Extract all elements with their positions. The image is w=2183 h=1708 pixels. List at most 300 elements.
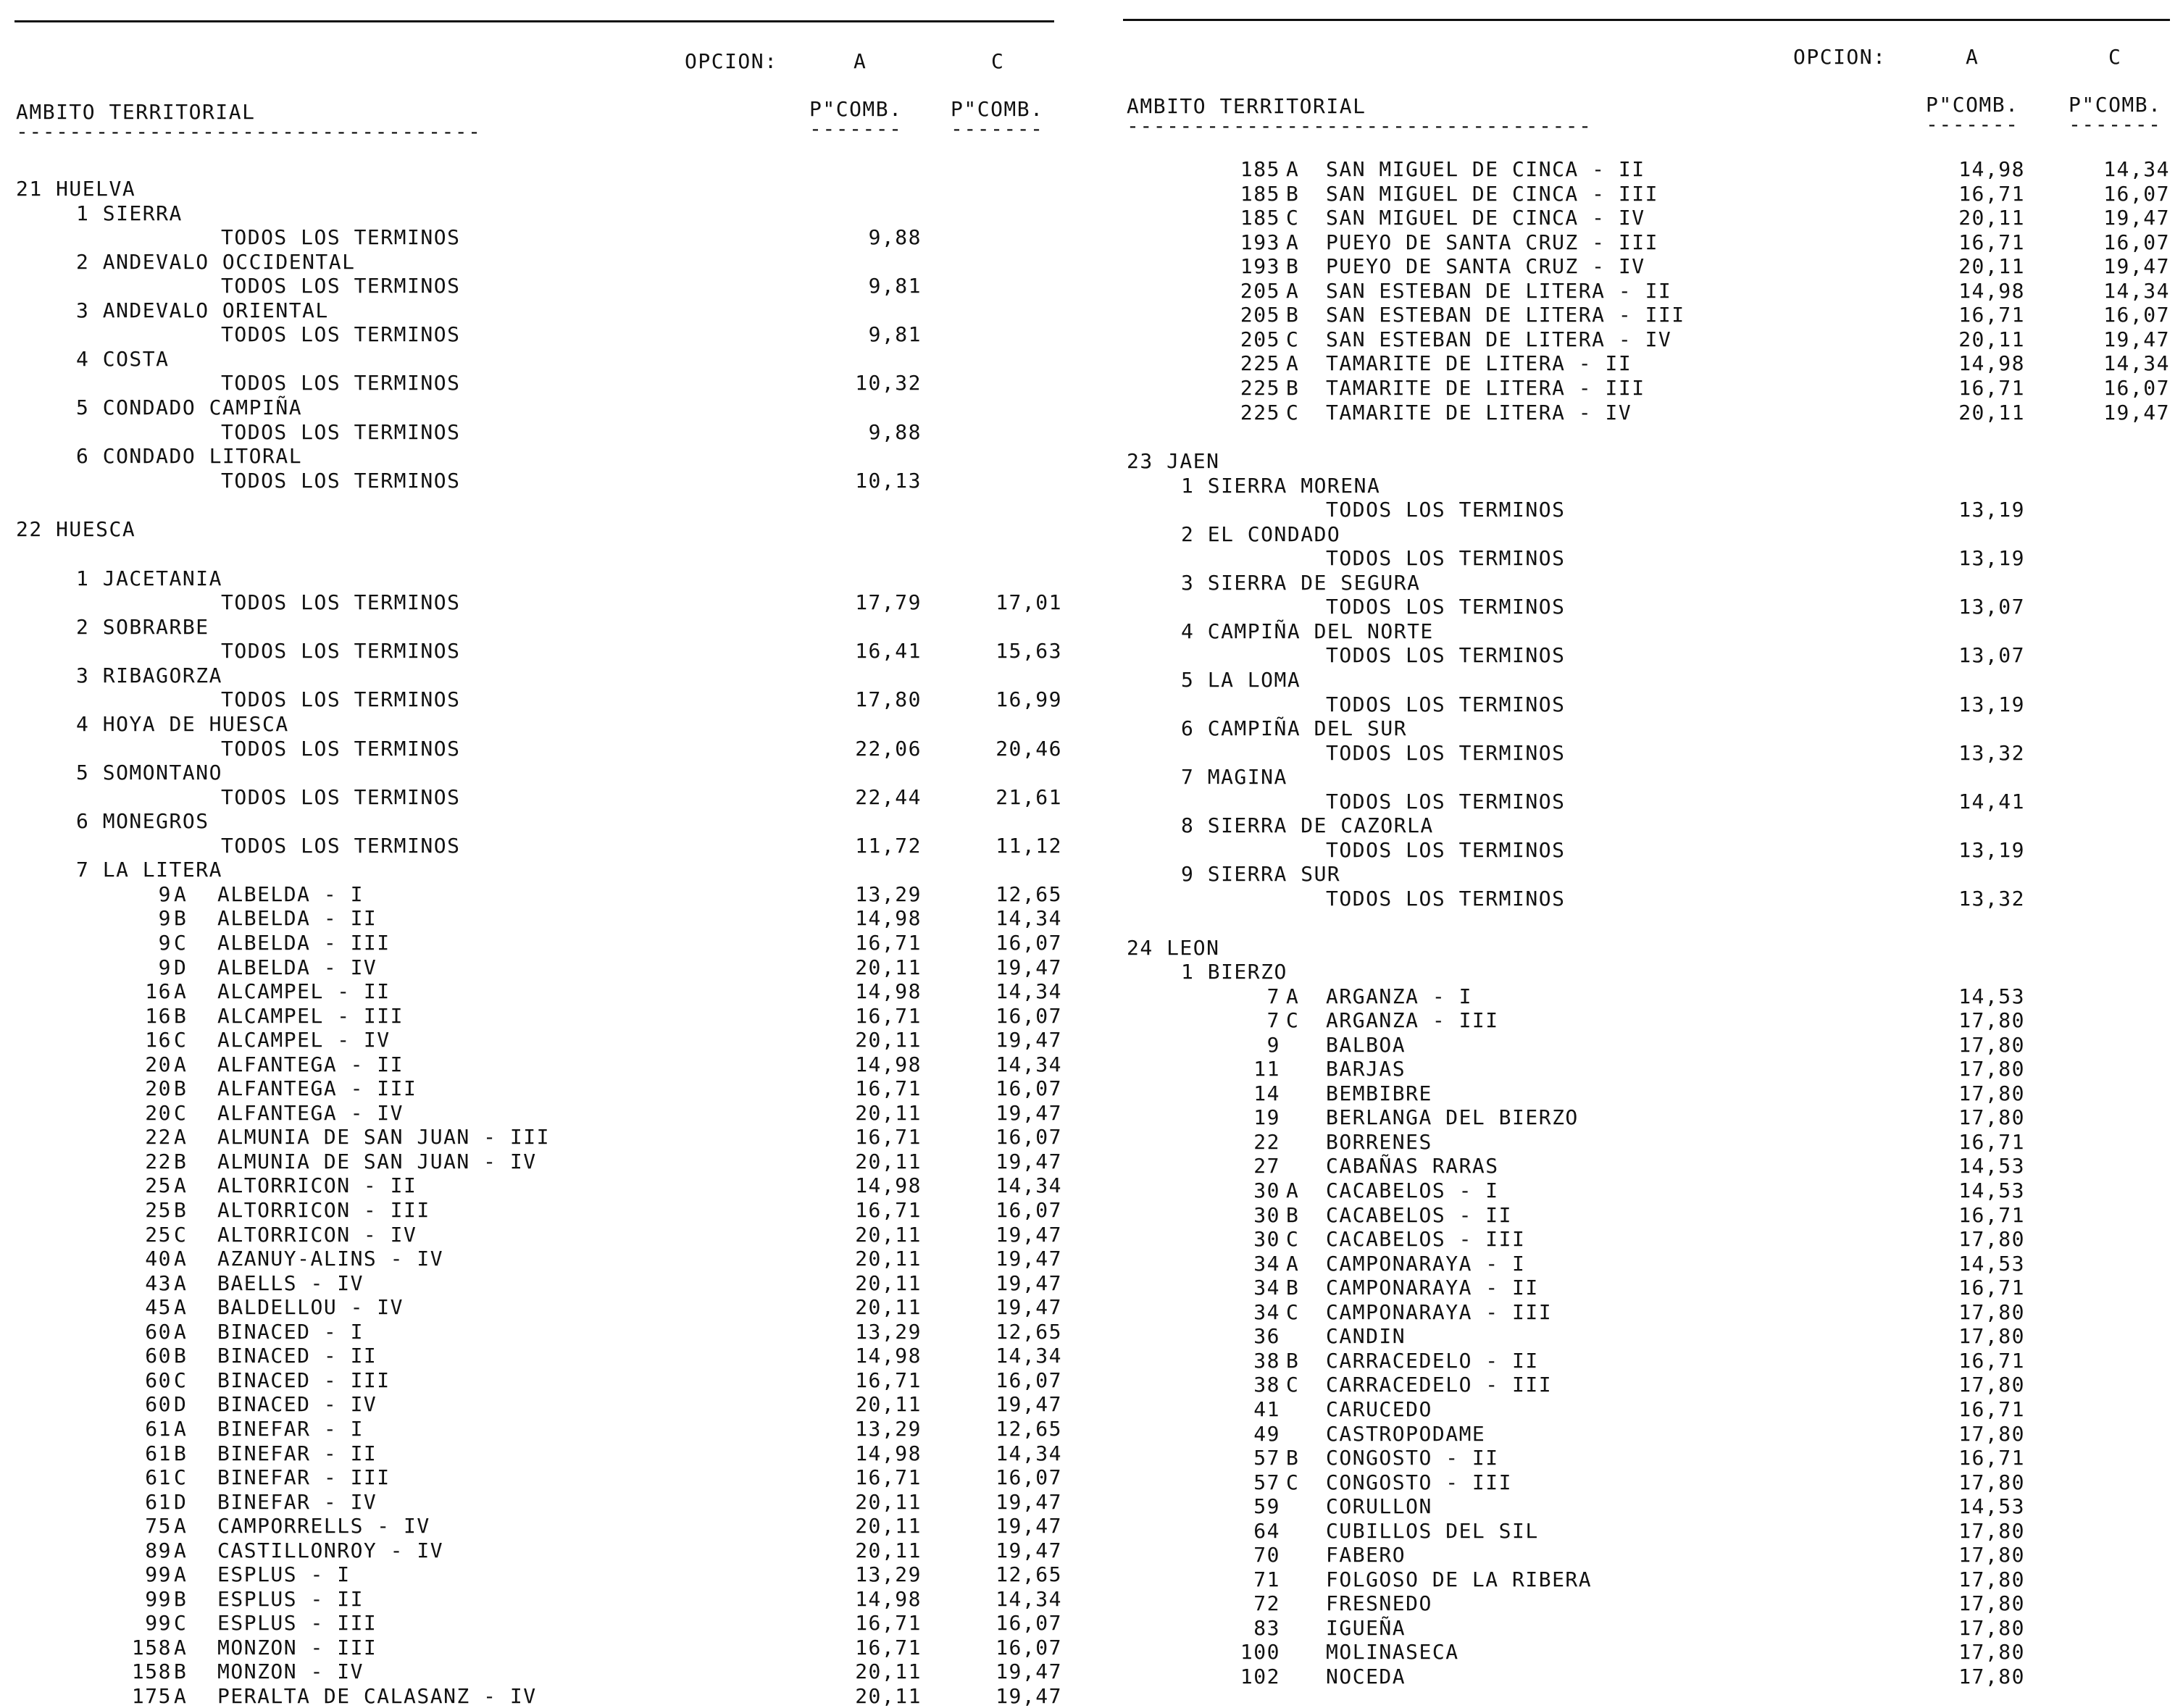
term-sub: A bbox=[174, 1684, 188, 1708]
all-terms-label: TODOS LOS TERMINOS bbox=[1326, 498, 1566, 522]
term-name: ALCAMPEL - II bbox=[217, 979, 391, 1004]
top-rule bbox=[1123, 19, 2170, 21]
value-c: 19,47 bbox=[996, 1270, 1062, 1295]
all-terms-label: TODOS LOS TERMINOS bbox=[221, 784, 461, 809]
value-a: 16,71 bbox=[1958, 1397, 2025, 1421]
term-sub: B bbox=[174, 1076, 188, 1101]
value-c: 12,65 bbox=[996, 882, 1062, 906]
term-sub: C bbox=[1286, 1299, 1300, 1324]
zone-label: 1 SIERRA bbox=[76, 201, 183, 225]
term-number: 64 bbox=[1253, 1518, 1280, 1543]
term-sub: B bbox=[174, 1344, 188, 1368]
term-sub: A bbox=[174, 1052, 188, 1076]
term-number: 89 bbox=[145, 1538, 172, 1562]
term-number: 16 bbox=[145, 1028, 172, 1052]
pcomb-a-label: P"COMB. bbox=[1926, 93, 2019, 117]
value-a: 16,71 bbox=[855, 1198, 922, 1222]
all-terms-label: TODOS LOS TERMINOS bbox=[221, 687, 461, 712]
term-name: SAN ESTEBAN DE LITERA - IV bbox=[1326, 327, 1672, 351]
value-a: 17,80 bbox=[1958, 1057, 2025, 1081]
option-a-label: A bbox=[853, 49, 867, 73]
term-number: 19 bbox=[1253, 1105, 1280, 1130]
value-a: 14,98 bbox=[855, 1052, 922, 1076]
province-label: 23 JAEN bbox=[1127, 449, 1220, 474]
term-number: 57 bbox=[1253, 1446, 1280, 1470]
value-a: 13,32 bbox=[1958, 740, 2025, 765]
term-name: ALMUNIA DE SAN JUAN - III bbox=[217, 1125, 550, 1150]
all-terms-label: TODOS LOS TERMINOS bbox=[221, 639, 461, 663]
value-a: 14,98 bbox=[855, 979, 922, 1004]
term-number: 205 bbox=[1240, 278, 1280, 303]
term-number: 43 bbox=[145, 1270, 172, 1295]
term-sub: A bbox=[1286, 1251, 1300, 1276]
term-number: 22 bbox=[1253, 1129, 1280, 1154]
term-sub: A bbox=[1286, 278, 1300, 303]
value-c: 19,47 bbox=[2103, 206, 2170, 230]
term-sub: B bbox=[174, 1198, 188, 1222]
term-number: 9 bbox=[158, 955, 172, 979]
province-label: 24 LEON bbox=[1127, 935, 1220, 960]
term-name: ARGANZA - III bbox=[1326, 1008, 1499, 1033]
term-sub: B bbox=[174, 1441, 188, 1465]
term-number: 60 bbox=[145, 1344, 172, 1368]
value-a: 17,80 bbox=[855, 687, 922, 712]
value-a: 17,80 bbox=[1958, 1105, 2025, 1130]
value-a: 14,98 bbox=[855, 1173, 922, 1198]
value-a: 16,71 bbox=[855, 1076, 922, 1101]
value-a: 13,19 bbox=[1958, 498, 2025, 522]
value-c: 19,47 bbox=[996, 1222, 1062, 1247]
value-a: 20,11 bbox=[855, 1489, 922, 1514]
value-a: 20,11 bbox=[855, 1100, 922, 1125]
value-a: 17,80 bbox=[1958, 1591, 2025, 1616]
term-number: 7 bbox=[1266, 1008, 1280, 1033]
all-terms-label: TODOS LOS TERMINOS bbox=[1326, 546, 1566, 571]
term-number: 11 bbox=[1253, 1057, 1280, 1081]
term-number: 7 bbox=[1266, 984, 1280, 1008]
value-a: 16,71 bbox=[1958, 1446, 2025, 1470]
value-c: 19,47 bbox=[2103, 400, 2170, 424]
term-number: 20 bbox=[145, 1100, 172, 1125]
value-c: 14,34 bbox=[996, 1344, 1062, 1368]
term-name: ALFANTEGA - III bbox=[217, 1076, 417, 1101]
all-terms-label: TODOS LOS TERMINOS bbox=[1326, 692, 1566, 716]
value-a: 20,11 bbox=[855, 1684, 922, 1708]
term-number: 175 bbox=[131, 1684, 172, 1708]
term-number: 49 bbox=[1253, 1421, 1280, 1446]
term-name: NOCEDA bbox=[1326, 1665, 1406, 1688]
term-sub: C bbox=[1286, 1470, 1300, 1494]
term-name: ESPLUS - III bbox=[217, 1611, 377, 1636]
value-c: 14,34 bbox=[996, 1173, 1062, 1198]
zone-label: 6 CONDADO LITORAL bbox=[76, 444, 303, 469]
term-sub: B bbox=[174, 1149, 188, 1173]
term-number: 185 bbox=[1240, 181, 1280, 206]
value-a: 10,32 bbox=[855, 371, 922, 395]
value-a: 14,53 bbox=[1958, 1494, 2025, 1519]
term-sub: A bbox=[1286, 1179, 1300, 1202]
term-name: ALMUNIA DE SAN JUAN - IV bbox=[217, 1149, 537, 1173]
term-sub: C bbox=[1286, 327, 1300, 351]
value-a: 20,11 bbox=[1958, 400, 2025, 424]
value-c: 16,07 bbox=[996, 1125, 1062, 1150]
pcomb-c-label: P"COMB. bbox=[2069, 93, 2162, 117]
value-a: 16,71 bbox=[855, 1003, 922, 1028]
term-sub: D bbox=[174, 1392, 188, 1417]
value-a: 17,80 bbox=[1958, 1032, 2025, 1057]
term-sub: C bbox=[1286, 1227, 1300, 1252]
term-sub: C bbox=[174, 1368, 188, 1392]
value-a: 14,98 bbox=[855, 1441, 922, 1465]
value-c: 14,34 bbox=[2103, 278, 2170, 303]
term-sub: A bbox=[174, 1247, 188, 1271]
value-c: 19,47 bbox=[996, 1295, 1062, 1320]
value-a: 14,98 bbox=[1958, 351, 2025, 376]
value-c: 19,47 bbox=[996, 1028, 1062, 1052]
term-sub: A bbox=[174, 882, 188, 906]
pcomb-c-underline: ------- bbox=[951, 117, 1044, 141]
zone-label: 2 EL CONDADO bbox=[1181, 522, 1341, 546]
value-c: 17,01 bbox=[996, 590, 1062, 615]
term-name: FOLGOSO DE LA RIBERA bbox=[1326, 1567, 1593, 1591]
value-c: 19,47 bbox=[996, 1514, 1062, 1539]
value-c: 19,47 bbox=[2103, 254, 2170, 279]
term-number: 16 bbox=[145, 1003, 172, 1028]
term-number: 99 bbox=[145, 1611, 172, 1636]
value-a: 17,80 bbox=[1958, 1299, 2025, 1324]
zone-label: 3 RIBAGORZA bbox=[76, 663, 222, 687]
all-terms-label: TODOS LOS TERMINOS bbox=[221, 371, 461, 395]
term-name: ALBELDA - III bbox=[217, 930, 391, 955]
term-name: ALFANTEGA - II bbox=[217, 1052, 404, 1076]
value-a: 20,11 bbox=[1958, 206, 2025, 230]
value-a: 16,71 bbox=[1958, 1276, 2025, 1300]
value-a: 22,06 bbox=[855, 736, 922, 761]
term-number: 99 bbox=[145, 1562, 172, 1587]
term-number: 57 bbox=[1253, 1470, 1280, 1494]
term-number: 61 bbox=[145, 1465, 172, 1490]
term-name: TAMARITE DE LITERA - IV bbox=[1326, 400, 1632, 424]
term-name: CONGOSTO - III bbox=[1326, 1470, 1513, 1494]
zone-label: 3 ANDEVALO ORIENTAL bbox=[76, 298, 329, 322]
term-name: CASTROPODAME bbox=[1326, 1421, 1486, 1446]
term-number: 16 bbox=[145, 979, 172, 1004]
term-number: 70 bbox=[1253, 1543, 1280, 1567]
term-number: 25 bbox=[145, 1173, 172, 1198]
term-number: 100 bbox=[1240, 1640, 1280, 1665]
term-number: 20 bbox=[145, 1076, 172, 1101]
all-terms-label: TODOS LOS TERMINOS bbox=[221, 736, 461, 761]
term-name: ESPLUS - I bbox=[217, 1562, 351, 1587]
term-name: FRESNEDO bbox=[1326, 1591, 1432, 1616]
pcomb-a-label: P"COMB. bbox=[809, 97, 903, 121]
term-number: 185 bbox=[1240, 157, 1280, 181]
value-c: 16,07 bbox=[996, 1076, 1062, 1101]
term-name: BINEFAR - III bbox=[217, 1465, 391, 1490]
value-c: 20,46 bbox=[996, 736, 1062, 761]
value-a: 20,11 bbox=[855, 1538, 922, 1562]
value-a: 14,41 bbox=[1958, 789, 2025, 813]
zone-label: 2 ANDEVALO OCCIDENTAL bbox=[76, 249, 356, 274]
value-a: 17,80 bbox=[1958, 1615, 2025, 1640]
value-c: 19,47 bbox=[996, 1659, 1062, 1684]
term-name: ALTORRICON - III bbox=[217, 1198, 430, 1222]
term-number: 38 bbox=[1253, 1373, 1280, 1397]
term-sub: B bbox=[174, 906, 188, 931]
term-name: ALBELDA - I bbox=[217, 882, 364, 906]
value-a: 16,71 bbox=[855, 1635, 922, 1659]
term-sub: B bbox=[1286, 1202, 1300, 1227]
term-number: 71 bbox=[1253, 1567, 1280, 1591]
value-a: 20,11 bbox=[855, 1514, 922, 1539]
term-number: 9 bbox=[1266, 1032, 1280, 1057]
zone-label: 2 SOBRARBE bbox=[76, 614, 209, 639]
term-name: BINEFAR - IV bbox=[217, 1489, 377, 1514]
value-a: 13,32 bbox=[1958, 886, 2025, 910]
value-a: 13,29 bbox=[855, 1562, 922, 1587]
value-a: 20,11 bbox=[855, 1392, 922, 1417]
value-a: 20,11 bbox=[855, 1295, 922, 1320]
ambito-label: AMBITO TERRITORIAL bbox=[1127, 94, 1366, 118]
value-c: 12,65 bbox=[996, 1562, 1062, 1587]
value-c: 16,07 bbox=[2103, 303, 2170, 327]
value-a: 17,80 bbox=[1958, 1081, 2025, 1105]
term-number: 22 bbox=[145, 1149, 172, 1173]
value-a: 20,11 bbox=[855, 1028, 922, 1052]
all-terms-label: TODOS LOS TERMINOS bbox=[221, 225, 461, 250]
term-name: AZANUY-ALINS - IV bbox=[217, 1247, 444, 1271]
term-name: BINEFAR - II bbox=[217, 1441, 377, 1465]
value-c: 14,34 bbox=[996, 1441, 1062, 1465]
term-name: TAMARITE DE LITERA - II bbox=[1326, 351, 1632, 376]
value-c: 19,47 bbox=[996, 1247, 1062, 1271]
term-name: PERALTA DE CALASANZ - IV bbox=[217, 1684, 537, 1708]
value-a: 13,19 bbox=[1958, 546, 2025, 571]
term-number: 25 bbox=[145, 1198, 172, 1222]
zone-label: 1 JACETANIA bbox=[76, 566, 222, 590]
term-sub: B bbox=[174, 1659, 188, 1684]
term-name: ESPLUS - II bbox=[217, 1586, 364, 1611]
term-number: 22 bbox=[145, 1125, 172, 1150]
zone-label: 6 CAMPIÑA DEL SUR bbox=[1181, 716, 1408, 741]
term-name: CARRACEDELO - II bbox=[1326, 1348, 1539, 1373]
value-a: 17,80 bbox=[1958, 1324, 2025, 1349]
term-sub: B bbox=[1286, 181, 1300, 206]
all-terms-label: TODOS LOS TERMINOS bbox=[1326, 837, 1566, 862]
term-number: 205 bbox=[1240, 327, 1280, 351]
top-rule bbox=[14, 20, 1054, 22]
term-sub: A bbox=[174, 1635, 188, 1659]
all-terms-label: TODOS LOS TERMINOS bbox=[221, 322, 461, 347]
value-a: 16,71 bbox=[855, 1465, 922, 1490]
zone-label: 4 COSTA bbox=[76, 346, 170, 371]
zone-label: 7 LA LITERA bbox=[76, 858, 222, 882]
term-name: MONZON - IV bbox=[217, 1659, 364, 1684]
term-sub: B bbox=[174, 1586, 188, 1611]
term-number: 61 bbox=[145, 1441, 172, 1465]
term-name: SAN ESTEBAN DE LITERA - II bbox=[1326, 278, 1672, 303]
zone-label: 9 SIERRA SUR bbox=[1181, 862, 1341, 887]
value-c: 19,47 bbox=[996, 1100, 1062, 1125]
pcomb-a-underline: ------- bbox=[809, 117, 903, 141]
term-number: 60 bbox=[145, 1392, 172, 1417]
term-name: CAMPONARAYA - II bbox=[1326, 1276, 1539, 1300]
value-a: 20,11 bbox=[855, 1222, 922, 1247]
term-sub: A bbox=[1286, 157, 1300, 181]
value-c: 16,07 bbox=[2103, 181, 2170, 206]
opcion-label: OPCION: bbox=[685, 49, 778, 73]
value-c: 19,47 bbox=[996, 1392, 1062, 1417]
value-c: 12,65 bbox=[996, 1416, 1062, 1441]
value-a: 9,88 bbox=[868, 419, 922, 444]
term-number: 34 bbox=[1253, 1299, 1280, 1324]
value-a: 20,11 bbox=[855, 1270, 922, 1295]
value-a: 9,88 bbox=[868, 225, 922, 250]
term-sub: C bbox=[174, 1100, 188, 1125]
value-a: 17,80 bbox=[1958, 1665, 2025, 1688]
term-name: BAELLS - IV bbox=[217, 1270, 364, 1295]
value-a: 9,81 bbox=[868, 322, 922, 347]
term-sub: A bbox=[174, 1416, 188, 1441]
zone-label: 4 CAMPIÑA DEL NORTE bbox=[1181, 619, 1434, 643]
value-a: 16,71 bbox=[855, 1611, 922, 1636]
term-name: PUEYO DE SANTA CRUZ - III bbox=[1326, 230, 1658, 254]
term-name: CORULLON bbox=[1326, 1494, 1432, 1519]
term-sub: C bbox=[174, 1222, 188, 1247]
term-name: ALBELDA - IV bbox=[217, 955, 377, 979]
value-a: 16,71 bbox=[855, 1125, 922, 1150]
province-label: 22 HUESCA bbox=[16, 517, 136, 542]
term-number: 99 bbox=[145, 1586, 172, 1611]
ambito-underline: ----------------------------------- bbox=[16, 120, 482, 143]
term-number: 61 bbox=[145, 1489, 172, 1514]
value-a: 13,19 bbox=[1958, 837, 2025, 862]
term-sub: C bbox=[1286, 1008, 1300, 1033]
all-terms-label: TODOS LOS TERMINOS bbox=[221, 590, 461, 615]
term-number: 25 bbox=[145, 1222, 172, 1247]
opcion-label: OPCION: bbox=[1793, 45, 1887, 69]
term-sub: B bbox=[1286, 1276, 1300, 1300]
term-sub: C bbox=[174, 1028, 188, 1052]
term-sub: A bbox=[174, 1319, 188, 1344]
value-a: 20,11 bbox=[855, 1149, 922, 1173]
pcomb-c-underline: ------- bbox=[2069, 112, 2162, 136]
option-c-label: C bbox=[2108, 45, 2122, 69]
zone-label: 1 BIERZO bbox=[1181, 960, 1287, 984]
all-terms-label: TODOS LOS TERMINOS bbox=[1326, 740, 1566, 765]
value-c: 16,07 bbox=[996, 930, 1062, 955]
term-number: 59 bbox=[1253, 1494, 1280, 1519]
value-c: 16,07 bbox=[996, 1465, 1062, 1490]
term-sub: D bbox=[174, 955, 188, 979]
term-sub: B bbox=[1286, 1348, 1300, 1373]
term-sub: B bbox=[1286, 375, 1300, 400]
zone-label: 8 SIERRA DE CAZORLA bbox=[1181, 813, 1434, 838]
all-terms-label: TODOS LOS TERMINOS bbox=[1326, 886, 1566, 910]
value-c: 15,63 bbox=[996, 639, 1062, 663]
value-a: 16,71 bbox=[855, 1368, 922, 1392]
value-a: 16,71 bbox=[855, 930, 922, 955]
term-number: 205 bbox=[1240, 303, 1280, 327]
term-number: 225 bbox=[1240, 375, 1280, 400]
value-a: 14,53 bbox=[1958, 1154, 2025, 1179]
value-c: 16,07 bbox=[996, 1368, 1062, 1392]
value-c: 16,07 bbox=[996, 1611, 1062, 1636]
province-label: 21 HUELVA bbox=[16, 177, 136, 201]
term-name: CASTILLONROY - IV bbox=[217, 1538, 444, 1562]
term-number: 185 bbox=[1240, 206, 1280, 230]
term-name: SAN MIGUEL DE CINCA - II bbox=[1326, 157, 1645, 181]
option-c-label: C bbox=[991, 49, 1005, 73]
value-a: 14,53 bbox=[1958, 1179, 2025, 1202]
term-number: 41 bbox=[1253, 1397, 1280, 1421]
term-number: 14 bbox=[1253, 1081, 1280, 1105]
term-name: SAN ESTEBAN DE LITERA - III bbox=[1326, 303, 1685, 327]
term-name: CAMPONARAYA - I bbox=[1326, 1251, 1526, 1276]
term-name: CARUCEDO bbox=[1326, 1397, 1432, 1421]
pcomb-a-underline: ------- bbox=[1926, 112, 2019, 136]
value-c: 16,99 bbox=[996, 687, 1062, 712]
term-sub: C bbox=[1286, 400, 1300, 424]
zone-label: 5 SOMONTANO bbox=[76, 761, 222, 785]
term-sub: C bbox=[174, 1611, 188, 1636]
term-name: CABAÑAS RARAS bbox=[1326, 1154, 1499, 1179]
value-a: 16,71 bbox=[1958, 1202, 2025, 1227]
term-number: 30 bbox=[1253, 1227, 1280, 1252]
term-name: BALDELLOU - IV bbox=[217, 1295, 404, 1320]
value-a: 14,53 bbox=[1958, 1251, 2025, 1276]
term-number: 225 bbox=[1240, 351, 1280, 376]
term-number: 38 bbox=[1253, 1348, 1280, 1373]
term-name: ALBELDA - II bbox=[217, 906, 377, 931]
value-a: 13,19 bbox=[1958, 692, 2025, 716]
term-number: 45 bbox=[145, 1295, 172, 1320]
value-a: 16,71 bbox=[1958, 230, 2025, 254]
value-a: 11,72 bbox=[855, 833, 922, 858]
ambito-label: AMBITO TERRITORIAL bbox=[16, 100, 256, 124]
term-sub: B bbox=[1286, 254, 1300, 279]
term-sub: A bbox=[174, 1295, 188, 1320]
term-name: CONGOSTO - II bbox=[1326, 1446, 1499, 1470]
term-sub: B bbox=[1286, 1446, 1300, 1470]
value-a: 20,11 bbox=[855, 1659, 922, 1684]
term-sub: B bbox=[174, 1003, 188, 1028]
all-terms-label: TODOS LOS TERMINOS bbox=[221, 468, 461, 493]
term-sub: A bbox=[1286, 230, 1300, 254]
term-name: ARGANZA - I bbox=[1326, 984, 1472, 1008]
value-a: 14,98 bbox=[1958, 278, 2025, 303]
zone-label: 1 SIERRA MORENA bbox=[1181, 473, 1381, 498]
term-name: ALTORRICON - IV bbox=[217, 1222, 417, 1247]
value-c: 14,34 bbox=[996, 906, 1062, 931]
term-name: FABERO bbox=[1326, 1543, 1406, 1567]
term-number: 40 bbox=[145, 1247, 172, 1271]
value-a: 10,13 bbox=[855, 468, 922, 493]
value-a: 16,71 bbox=[1958, 375, 2025, 400]
value-c: 19,47 bbox=[996, 1489, 1062, 1514]
value-a: 17,79 bbox=[855, 590, 922, 615]
term-sub: A bbox=[174, 1173, 188, 1198]
term-sub: A bbox=[174, 1514, 188, 1539]
term-number: 34 bbox=[1253, 1276, 1280, 1300]
value-a: 16,71 bbox=[1958, 1129, 2025, 1154]
term-name: BINACED - II bbox=[217, 1344, 377, 1368]
term-sub: A bbox=[174, 1270, 188, 1295]
term-sub: C bbox=[1286, 1373, 1300, 1397]
value-a: 17,80 bbox=[1958, 1518, 2025, 1543]
term-sub: A bbox=[174, 1562, 188, 1587]
value-a: 17,80 bbox=[1958, 1470, 2025, 1494]
